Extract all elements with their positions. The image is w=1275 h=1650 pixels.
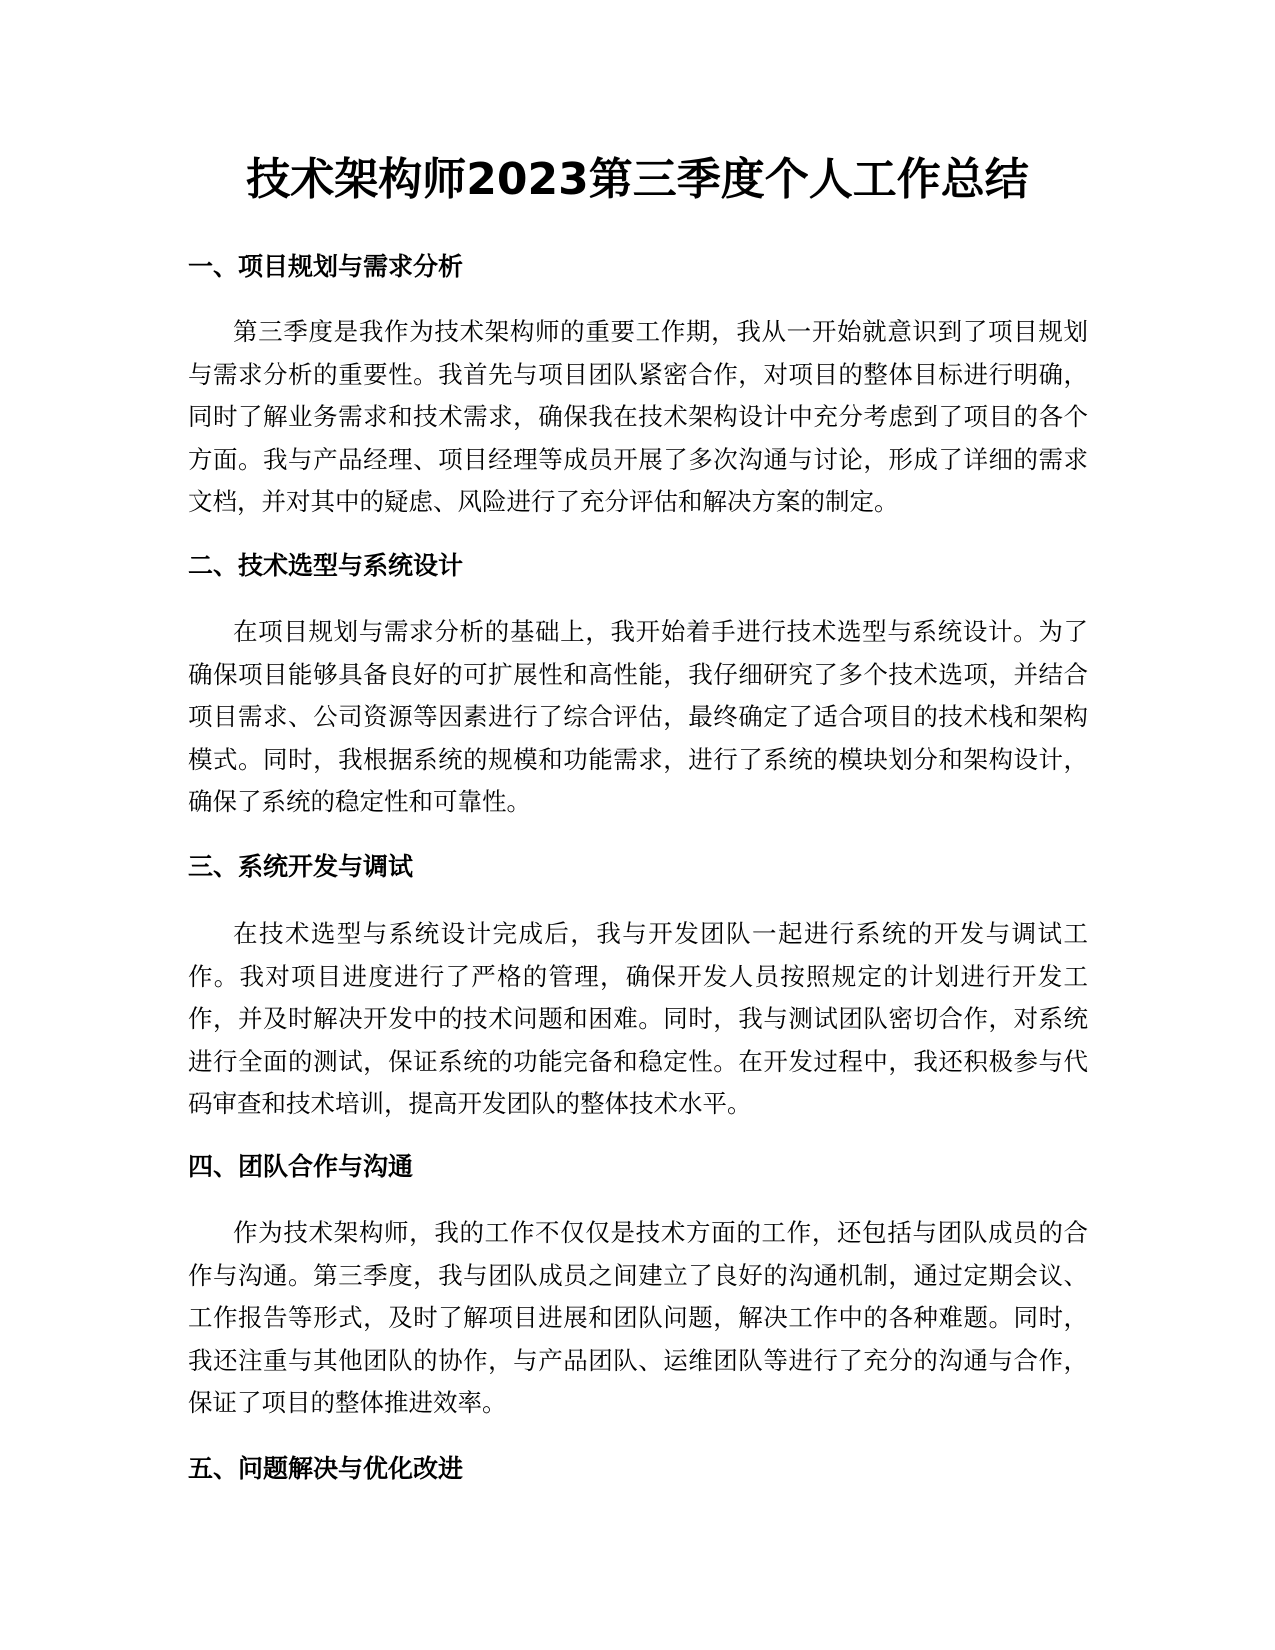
document-title: 技术架构师2023第三季度个人工作总结 bbox=[246, 154, 1029, 205]
section-paragraph-4: 作为技术架构师，我的工作不仅仅是技术方面的工作，还包括与团队成员的合作与沟通。第三季度，我与团队成员之间建立了良好的沟通机制，通过定期会议、工作报告等形式，及时了解项目进展和团队问题，解决工作中的各种难题。同时，我还注重与其他团队的协作，与产品团队、运维团队等进行了充分的沟通与合作，保证了项目的整体推进效率。 bbox=[188, 1218, 1088, 1417]
section-paragraph-2: 在项目规划与需求分析的基础上，我开始着手进行技术选型与系统设计。为了确保项目能够具备良好的可扩展性和高性能，我仔细研究了多个技术选项，并结合项目需求、公司资源等因素进行了综合评估，最终确定了适合项目的技术栈和架构模式。同时，我根据系统的规模和功能需求，进行了系统的模块划分和架构设计，确保了系统的稳定性和可靠性。 bbox=[188, 617, 1088, 816]
section-heading-1: 一、项目规划与需求分析 bbox=[188, 252, 464, 281]
section-paragraph-3: 在技术选型与系统设计完成后，我与开发团队一起进行系统的开发与调试工作。我对项目进度进行了严格的管理，确保开发人员按照规定的计划进行开发工作，并及时解决开发中的技术问题和困难。同时，我与测试团队密切合作，对系统进行全面的测试，保证系统的功能完备和稳定性。在开发过程中，我还积极参与代码审查和技术培训，提高开发团队的整体技术水平。 bbox=[188, 919, 1088, 1118]
section-heading-4: 四、团队合作与沟通 bbox=[188, 1152, 414, 1181]
section-heading-5: 五、问题解决与优化改进 bbox=[188, 1454, 464, 1483]
section-paragraph-1: 第三季度是我作为技术架构师的重要工作期，我从一开始就意识到了项目规划与需求分析的重要性。我首先与项目团队紧密合作，对项目的整体目标进行明确，同时了解业务需求和技术需求，确保我在技术架构设计中充分考虑到了项目的各个方面。我与产品经理、项目经理等成员开展了多次沟通与讨论，形成了详细的需求文档，并对其中的疑虑、风险进行了充分评估和解决方案的制定。 bbox=[188, 317, 1088, 516]
section-heading-2: 二、技术选型与系统设计 bbox=[188, 551, 464, 580]
section-heading-3: 三、系统开发与调试 bbox=[188, 852, 414, 881]
